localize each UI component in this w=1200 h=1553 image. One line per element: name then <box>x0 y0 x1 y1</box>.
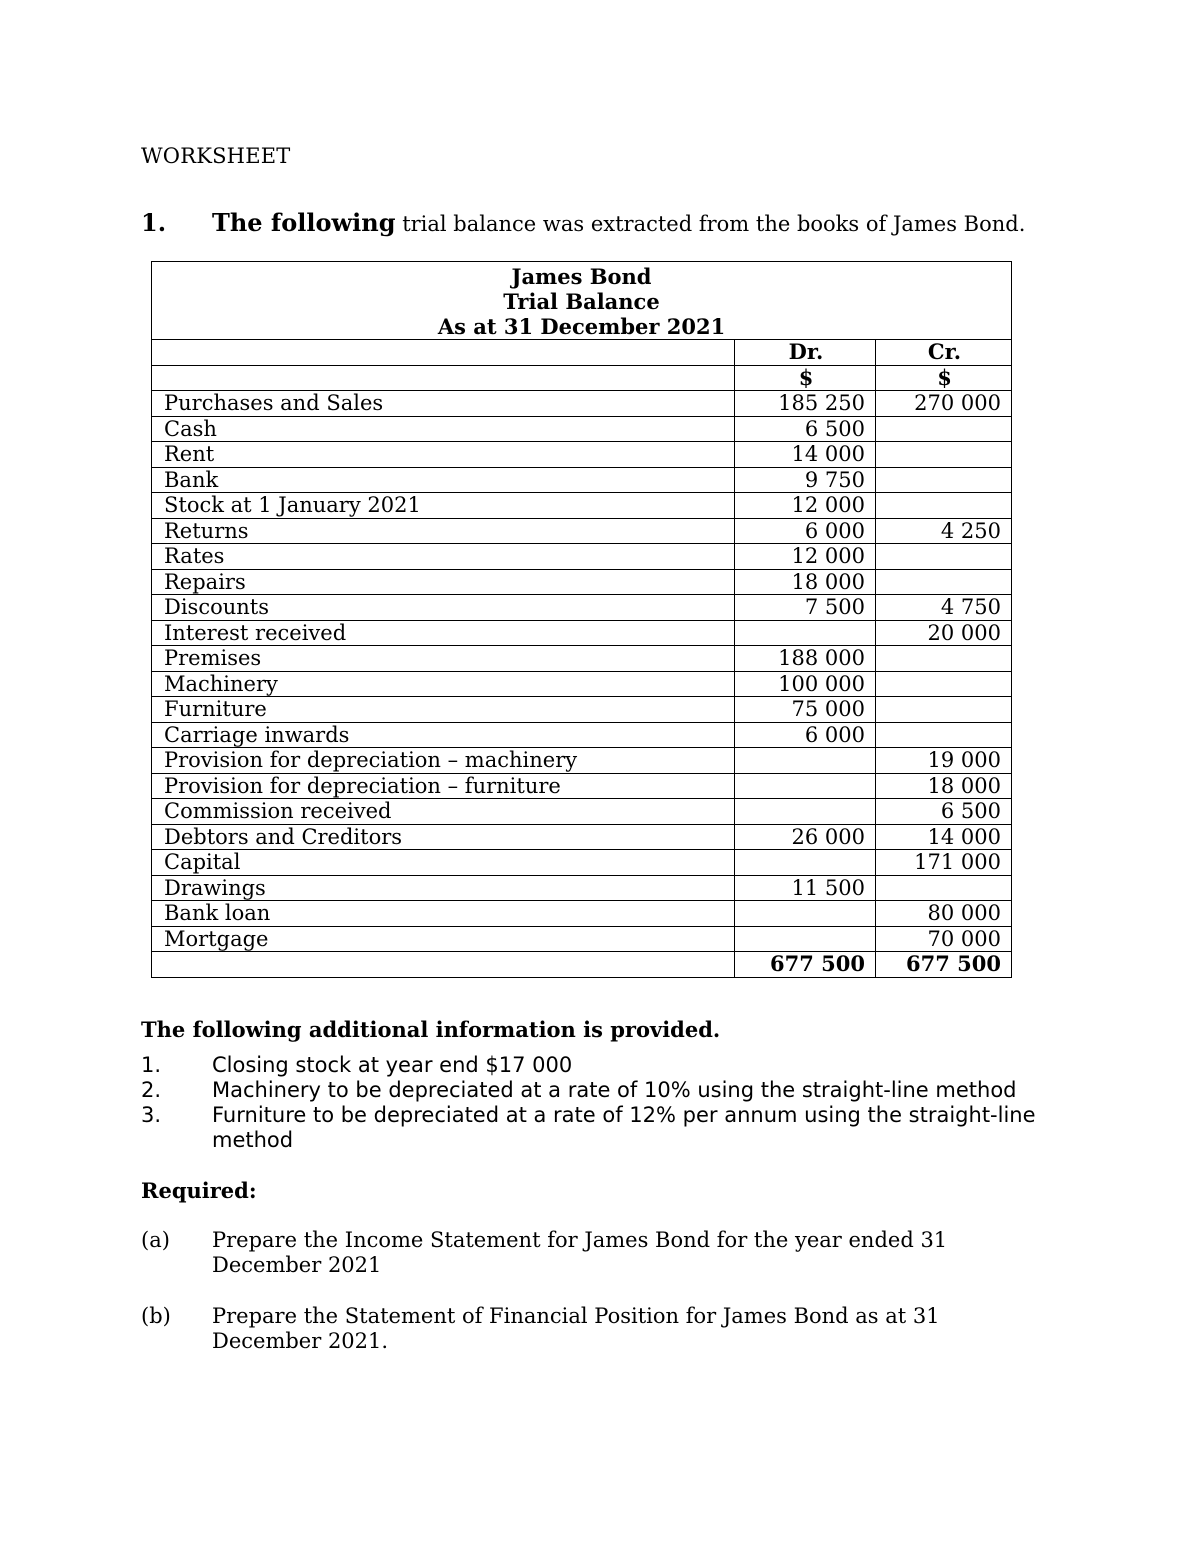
currency-row <box>152 365 1012 391</box>
table-row <box>152 748 1012 774</box>
required-heading: Required: <box>141 1178 257 1203</box>
row-label: Premises <box>152 646 735 672</box>
row-cr-amount <box>876 646 1012 672</box>
cr-header: Cr. <box>876 340 1012 366</box>
row-dr-amount: 9 750 <box>735 467 876 493</box>
required-item-text: Prepare the Income Statement for James Bond for the year ended 31 December 2021 <box>212 1228 948 1277</box>
required-item-a <box>141 1228 1041 1278</box>
row-dr-amount: 18 000 <box>735 569 876 595</box>
table-row <box>152 875 1012 901</box>
row-dr-amount: 7 500 <box>735 595 876 621</box>
info-item-number: 2. <box>141 1078 162 1102</box>
row-label: Provision for depreciation – furniture <box>152 773 735 799</box>
table-row <box>152 595 1012 621</box>
row-label: Cash <box>152 416 735 442</box>
title-line-name: James Bond <box>511 264 652 289</box>
row-dr-amount: 75 000 <box>735 697 876 723</box>
row-cr-amount <box>876 493 1012 519</box>
table-row <box>152 544 1012 570</box>
row-cr-amount: 70 000 <box>876 926 1012 952</box>
row-cr-amount: 4 750 <box>876 595 1012 621</box>
title-line-statement: Trial Balance <box>503 289 660 314</box>
row-dr-amount: 6 000 <box>735 722 876 748</box>
total-cr: 677 500 <box>876 952 1012 978</box>
row-cr-amount: 270 000 <box>876 391 1012 417</box>
question-lead: The following <box>212 208 396 237</box>
required-item-text: Prepare the Statement of Financial Position for James Bond as at 31 December 2021. <box>212 1304 940 1353</box>
row-dr-amount: 100 000 <box>735 671 876 697</box>
row-dr-amount: 26 000 <box>735 824 876 850</box>
row-label: Bank loan <box>152 901 735 927</box>
table-row <box>152 391 1012 417</box>
row-label: Provision for depreciation – machinery <box>152 748 735 774</box>
row-cr-amount: 4 250 <box>876 518 1012 544</box>
additional-info-list <box>141 1053 1061 1153</box>
table-row <box>152 824 1012 850</box>
row-dr-amount: 6 500 <box>735 416 876 442</box>
table-row <box>152 646 1012 672</box>
additional-info-item <box>141 1103 1061 1153</box>
row-dr-amount <box>735 799 876 825</box>
row-cr-amount <box>876 442 1012 468</box>
row-dr-amount <box>735 926 876 952</box>
column-header-row <box>152 340 1012 366</box>
row-dr-amount: 188 000 <box>735 646 876 672</box>
currency-blank <box>152 365 735 391</box>
table-row <box>152 722 1012 748</box>
info-item-number: 3. <box>141 1103 162 1127</box>
header-blank <box>152 340 735 366</box>
table-row <box>152 442 1012 468</box>
table-row <box>152 493 1012 519</box>
table-row <box>152 416 1012 442</box>
row-cr-amount <box>876 875 1012 901</box>
row-label: Stock at 1 January 2021 <box>152 493 735 519</box>
table-row <box>152 850 1012 876</box>
info-item-text: Machinery to be depreciated at a rate of 10% using the straight-line method <box>212 1078 1017 1102</box>
question-number: 1. <box>141 208 167 237</box>
row-label: Interest received <box>152 620 735 646</box>
required-item-b <box>141 1304 1041 1354</box>
row-dr-amount: 11 500 <box>735 875 876 901</box>
table-row <box>152 569 1012 595</box>
row-label: Rent <box>152 442 735 468</box>
row-label: Carriage inwards <box>152 722 735 748</box>
row-label: Discounts <box>152 595 735 621</box>
row-cr-amount <box>876 671 1012 697</box>
table-row <box>152 518 1012 544</box>
table-row <box>152 467 1012 493</box>
required-item-number: (a) <box>141 1228 170 1252</box>
row-cr-amount: 20 000 <box>876 620 1012 646</box>
trial-balance-table <box>151 261 1012 978</box>
row-dr-amount <box>735 850 876 876</box>
additional-info-item <box>141 1078 1061 1103</box>
row-cr-amount <box>876 544 1012 570</box>
row-dr-amount <box>735 773 876 799</box>
row-dr-amount: 14 000 <box>735 442 876 468</box>
row-label: Bank <box>152 467 735 493</box>
row-dr-amount <box>735 620 876 646</box>
total-row <box>152 952 1012 978</box>
row-dr-amount <box>735 901 876 927</box>
row-cr-amount <box>876 569 1012 595</box>
table-row <box>152 671 1012 697</box>
title-line-date: As at 31 December 2021 <box>437 314 726 339</box>
worksheet-title: WORKSHEET <box>141 144 291 168</box>
additional-info-heading: The following additional information is provided. <box>141 1017 721 1042</box>
additional-info-item <box>141 1053 1061 1078</box>
table-title <box>152 262 1012 340</box>
row-cr-amount <box>876 416 1012 442</box>
total-dr: 677 500 <box>735 952 876 978</box>
info-item-text: Furniture to be depreciated at a rate of 12% per annum using the straight-line method <box>212 1103 1036 1152</box>
row-dr-amount: 12 000 <box>735 493 876 519</box>
row-dr-amount: 6 000 <box>735 518 876 544</box>
info-item-number: 1. <box>141 1053 162 1077</box>
table-row <box>152 620 1012 646</box>
row-label: Repairs <box>152 569 735 595</box>
table-row <box>152 697 1012 723</box>
dr-currency: $ <box>735 365 876 391</box>
dr-header: Dr. <box>735 340 876 366</box>
row-label: Furniture <box>152 697 735 723</box>
row-cr-amount: 18 000 <box>876 773 1012 799</box>
row-label: Commission received <box>152 799 735 825</box>
row-label: Capital <box>152 850 735 876</box>
table-title-row <box>152 262 1012 340</box>
total-blank <box>152 952 735 978</box>
row-cr-amount <box>876 697 1012 723</box>
row-cr-amount: 6 500 <box>876 799 1012 825</box>
row-cr-amount: 19 000 <box>876 748 1012 774</box>
row-dr-amount: 185 250 <box>735 391 876 417</box>
cr-currency: $ <box>876 365 1012 391</box>
row-cr-amount <box>876 722 1012 748</box>
row-label: Rates <box>152 544 735 570</box>
table-row <box>152 926 1012 952</box>
row-cr-amount: 80 000 <box>876 901 1012 927</box>
row-cr-amount: 14 000 <box>876 824 1012 850</box>
row-label: Mortgage <box>152 926 735 952</box>
row-label: Returns <box>152 518 735 544</box>
table-row <box>152 799 1012 825</box>
question-rest: trial balance was extracted from the books of James Bond. <box>395 212 1026 236</box>
info-item-text: Closing stock at year end $17 000 <box>212 1053 573 1077</box>
row-cr-amount: 171 000 <box>876 850 1012 876</box>
row-label: Purchases and Sales <box>152 391 735 417</box>
row-cr-amount <box>876 467 1012 493</box>
row-label: Debtors and Creditors <box>152 824 735 850</box>
row-dr-amount: 12 000 <box>735 544 876 570</box>
row-dr-amount <box>735 748 876 774</box>
table-row <box>152 773 1012 799</box>
question-text <box>212 208 1025 237</box>
required-item-number: (b) <box>141 1304 171 1328</box>
row-label: Drawings <box>152 875 735 901</box>
table-row <box>152 901 1012 927</box>
row-label: Machinery <box>152 671 735 697</box>
